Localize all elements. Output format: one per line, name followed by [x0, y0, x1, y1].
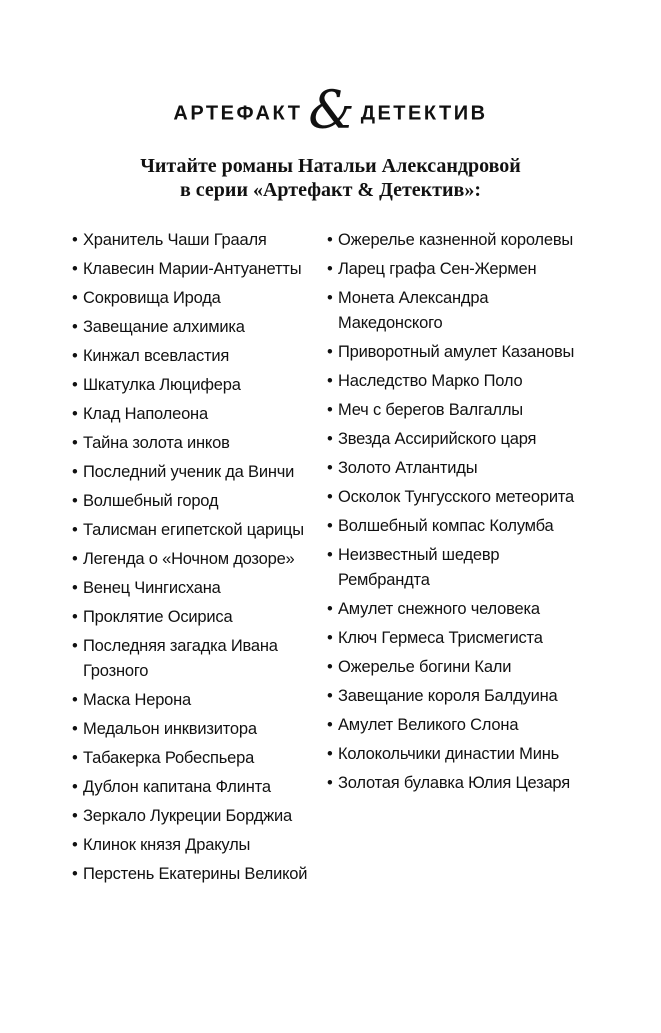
book-title: Осколок Тунгусского метеорита	[338, 488, 575, 506]
book-list-item	[72, 634, 317, 684]
bullet-icon: •	[72, 318, 78, 336]
book-list-item	[327, 257, 592, 282]
book-title: Медальон инквизитора	[83, 720, 257, 738]
book-title: Золото Атлантиды	[338, 459, 478, 477]
bullet-icon: •	[327, 687, 333, 705]
bullet-icon: •	[327, 401, 333, 419]
book-list-item	[72, 315, 317, 340]
book-list-item	[72, 775, 317, 800]
book-list-item	[72, 489, 317, 514]
bullet-icon: •	[327, 774, 333, 792]
bullet-icon: •	[327, 517, 333, 535]
bullet-icon: •	[72, 720, 78, 738]
series-subtitle	[0, 154, 661, 202]
bullet-icon: •	[72, 521, 78, 539]
book-title: Клавесин Марии-Антуанетты	[83, 260, 302, 278]
book-list-item	[327, 485, 592, 510]
book-title: Амулет Великого Слона	[338, 716, 519, 734]
book-title: Ожерелье казненной королевы	[338, 231, 574, 249]
book-list-item	[72, 373, 317, 398]
bullet-icon: •	[72, 289, 78, 307]
bullet-icon: •	[72, 749, 78, 767]
book-title: Ларец графа Сен-Жермен	[338, 260, 537, 278]
book-title: Хранитель Чаши Грааля	[83, 231, 267, 249]
bullet-icon: •	[327, 260, 333, 278]
bullet-icon: •	[327, 546, 333, 564]
book-title: Венец Чингисхана	[83, 579, 221, 597]
bullet-icon: •	[72, 434, 78, 452]
book-list-item	[327, 286, 592, 336]
book-list-item	[72, 518, 317, 543]
book-list-item	[72, 228, 317, 253]
book-title: Завещание короля Балдуина	[338, 687, 558, 705]
book-title: Наследство Марко Поло	[338, 372, 523, 390]
book-title: Проклятие Осириса	[83, 608, 233, 626]
book-title: Клад Наполеона	[83, 405, 208, 423]
bullet-icon: •	[72, 778, 78, 796]
book-list-item	[327, 771, 592, 796]
book-list-item	[72, 746, 317, 771]
bullet-icon: •	[72, 836, 78, 854]
book-list-item	[327, 398, 592, 423]
book-title: Маска Нерона	[83, 691, 192, 709]
book-list-item	[327, 713, 592, 738]
book-title: Тайна золота инков	[83, 434, 230, 452]
book-list-item	[72, 460, 317, 485]
book-list-item	[72, 605, 317, 630]
book-list-left	[72, 228, 317, 891]
bullet-icon: •	[72, 550, 78, 568]
book-title: Меч с берегов Валгаллы	[338, 401, 523, 419]
bullet-icon: •	[72, 376, 78, 394]
book-list-item	[327, 597, 592, 622]
book-title: Звезда Ассирийского царя	[338, 430, 537, 448]
bullet-icon: •	[327, 658, 333, 676]
bullet-icon: •	[327, 430, 333, 448]
book-list-item	[72, 402, 317, 427]
bullet-icon: •	[327, 459, 333, 477]
bullet-icon: •	[327, 231, 333, 249]
book-list-item	[72, 862, 317, 887]
bullet-icon: •	[72, 608, 78, 626]
book-list-item	[327, 626, 592, 651]
book-title: Амулет снежного человека	[338, 600, 540, 618]
subtitle-line-1: Читайте романы Натальи Александровой	[140, 155, 521, 177]
bullet-icon: •	[72, 347, 78, 365]
book-title: Дублон капитана Флинта	[83, 778, 271, 796]
bullet-icon: •	[327, 372, 333, 390]
book-title: Последний ученик да Винчи	[83, 463, 295, 481]
book-title: Зеркало Лукреции Борджиа	[83, 807, 293, 825]
book-title: Легенда о «Ночном дозоре»	[83, 550, 295, 568]
book-list-item	[327, 369, 592, 394]
book-title: Перстень Екатерины Великой	[83, 865, 308, 883]
book-title: Волшебный компас Колумба	[338, 517, 554, 535]
book-list-item	[327, 456, 592, 481]
book-title: Ключ Гермеса Трисмегиста	[338, 629, 543, 647]
book-list-item	[72, 833, 317, 858]
book-title: Шкатулка Люцифера	[83, 376, 241, 394]
bullet-icon: •	[327, 600, 333, 618]
bullet-icon: •	[72, 231, 78, 249]
book-list-item	[72, 688, 317, 713]
series-logo	[0, 81, 661, 141]
bullet-icon: •	[327, 343, 333, 361]
bullet-icon: •	[327, 716, 333, 734]
book-title: Золотая булавка Юлия Цезаря	[338, 774, 570, 792]
book-list-item	[72, 286, 317, 311]
subtitle-line-2: в серии «Артефакт & Детектив»:	[180, 179, 481, 201]
bullet-icon: •	[72, 579, 78, 597]
bullet-icon: •	[72, 637, 78, 655]
book-list-item	[72, 717, 317, 742]
book-list-item	[327, 684, 592, 709]
series-logo-left-word: АРТЕФАКТ	[173, 102, 303, 125]
book-list-item	[72, 576, 317, 601]
book-title: Ожерелье богини Кали	[338, 658, 512, 676]
bullet-icon: •	[72, 463, 78, 481]
bullet-icon: •	[327, 629, 333, 647]
bullet-icon: •	[327, 745, 333, 763]
series-logo-ampersand: &	[308, 81, 355, 141]
bullet-icon: •	[72, 865, 78, 883]
book-title: Сокровища Ирода	[83, 289, 221, 307]
book-title: Кинжал всевластия	[83, 347, 230, 365]
book-title: Завещание алхимика	[83, 318, 245, 336]
series-logo-right-word: ДЕТЕКТИВ	[360, 102, 488, 125]
book-title: Неизвестный шедевр Рембрандта	[338, 546, 500, 589]
bullet-icon: •	[72, 405, 78, 423]
book-list-item	[327, 427, 592, 452]
book-list-item	[72, 257, 317, 282]
book-list-item	[327, 655, 592, 680]
book-list-item	[72, 431, 317, 456]
book-title: Приворотный амулет Казановы	[338, 343, 575, 361]
bullet-icon: •	[327, 488, 333, 506]
bullet-icon: •	[72, 807, 78, 825]
book-list-item	[327, 228, 592, 253]
book-title: Талисман египетской царицы	[83, 521, 304, 539]
book-list-item	[327, 742, 592, 767]
book-list-item	[327, 514, 592, 539]
book-title: Волшебный город	[83, 492, 219, 510]
book-title: Колокольчики династии Минь	[338, 745, 560, 763]
book-title: Монета Александра Македонского	[338, 289, 489, 332]
book-list-item	[72, 344, 317, 369]
bullet-icon: •	[72, 260, 78, 278]
book-list-right	[327, 228, 592, 800]
book-list-item	[72, 547, 317, 572]
book-title: Последняя загадка Ивана Грозного	[83, 637, 278, 680]
book-list-item	[327, 543, 592, 593]
bullet-icon: •	[72, 492, 78, 510]
bullet-icon: •	[327, 289, 333, 307]
bullet-icon: •	[72, 691, 78, 709]
book-list-item	[327, 340, 592, 365]
book-list-item	[72, 804, 317, 829]
book-title: Табакерка Робеспьера	[83, 749, 255, 767]
book-title: Клинок князя Дракулы	[83, 836, 251, 854]
